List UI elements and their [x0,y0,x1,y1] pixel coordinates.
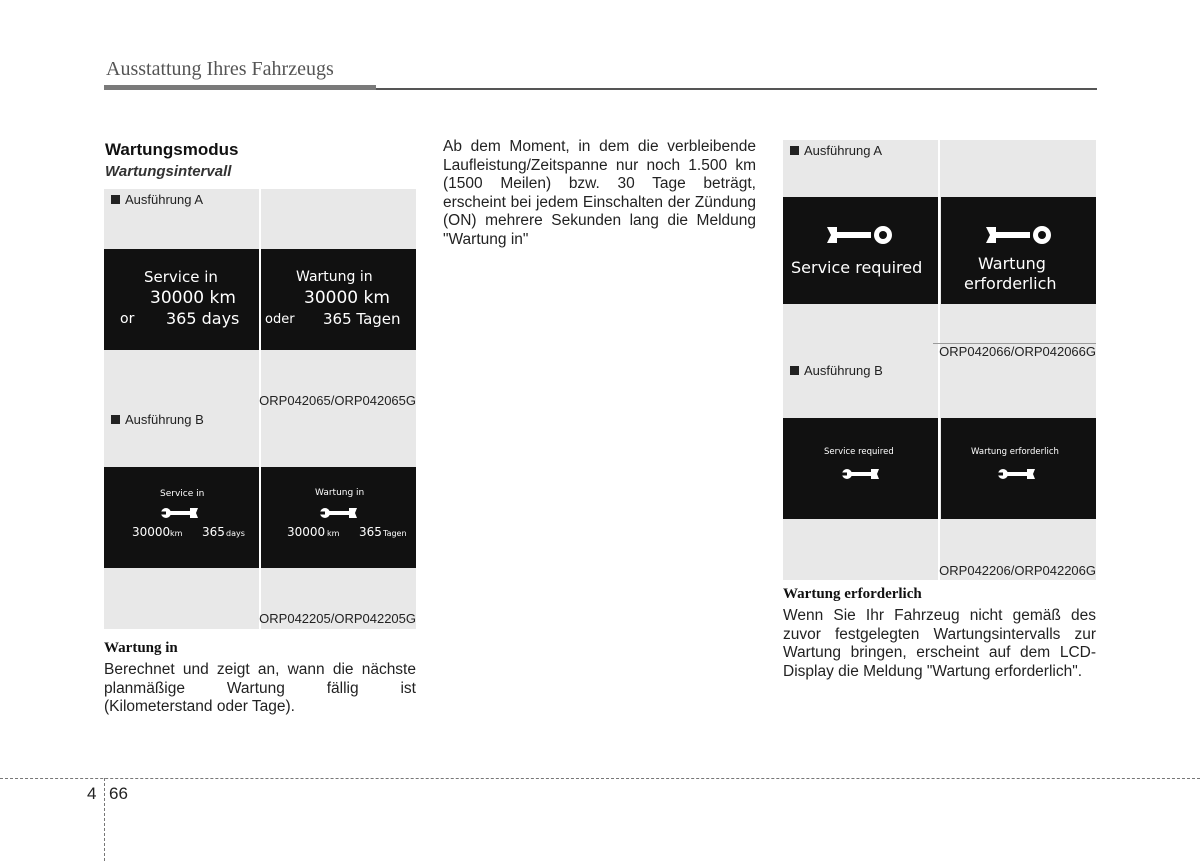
figure-code: ORP042205/ORP042205G [259,611,416,626]
wrench-icon [997,467,1037,486]
header-rule-thick [104,85,376,90]
display-days-unit: days [226,529,245,538]
variant-label: Ausführung A [790,143,882,158]
display-or: or [120,311,135,327]
display-km-unit: km [327,529,340,538]
display-km-unit: km [170,529,183,538]
wrench-icon [984,225,1054,250]
display-line1: Wartung erforderlich [971,447,1059,457]
wrench-icon [825,225,895,250]
display-screen-de [261,467,416,568]
header-rule-thin [376,88,1097,90]
bullet-square-icon [790,146,799,155]
figure-right-b [783,360,1096,580]
display-line1: Wartung [978,254,1046,273]
erforderlich-heading: Wartung erforderlich [783,586,922,602]
variant-label: Ausführung B [790,363,883,378]
section-subtitle: Wartungsintervall [105,163,232,180]
display-screen-en [104,249,259,350]
wrench-icon [160,506,200,525]
display-line2: erforderlich [964,274,1057,293]
page-number: 66 [109,784,128,803]
wrench-icon [841,467,881,486]
figure-left-a [104,189,416,409]
header-title: Ausstattung Ihres Fahrzeugs [106,58,334,80]
figure-divider [938,140,940,360]
footer-rule [0,778,1200,779]
figure-divider [938,360,940,580]
display-days: 365 days [166,309,240,328]
bullet-square-icon [111,415,120,424]
display-line1: Service required [824,447,894,457]
erforderlich-paragraph: Wenn Sie Ihr Fahrzeug nicht gemäß des zuvor festgelegten Wartungsintervalls zur Wartung bringen, erscheint auf dem LCD-Display die Meldung "Wartung erforderlich". [783,607,1096,680]
middle-paragraph: Ab dem Moment, in dem die verbleibende Laufleistung/Zeitspanne nur noch 1.500 km (1500 Meilen) bzw. 30 Tage beträgt, erscheint bei jedem Einschalten der Zündung (ON) mehrere Sekunden lang die Meldung "Wartung in" [443,138,756,248]
display-line1: Wartung in [296,269,373,285]
display-screen-de [941,418,1096,519]
display-screen-de [261,249,416,350]
display-screen-en [104,467,259,568]
display-km: 30000 [132,525,171,539]
display-line1: Service required [791,258,923,277]
display-km: 30000 [287,525,326,539]
display-screen-en [783,418,938,519]
figure-code: ORP042066/ORP042066G [939,344,1096,359]
display-line1: Service in [144,268,218,286]
display-days: 365 [202,525,225,539]
display-or: oder [265,312,295,327]
display-screen-de [941,197,1096,304]
wrench-icon [319,506,359,525]
display-line1: Service in [160,489,205,499]
section-title: Wartungsmodus [105,140,239,159]
wartung-in-heading: Wartung in [104,640,178,656]
variant-label: Ausführung A [111,192,203,207]
bullet-square-icon [790,366,799,375]
variant-label: Ausführung B [111,412,204,427]
wartung-in-paragraph: Berechnet und zeigt an, wann die nächste planmäßige Wartung fällig ist (Kilometerstand oder Tage). [104,661,416,715]
display-days: 365 Tagen [323,310,401,328]
figure-right-a [783,140,1096,360]
display-screen-en [783,197,938,304]
display-days-unit: Tagen [383,529,407,538]
footer-vertical-rule [104,778,105,861]
display-km: 30000 km [304,288,390,308]
display-days: 365 [359,525,382,539]
display-line1: Wartung in [315,488,365,498]
bullet-square-icon [111,195,120,204]
figure-code: ORP042206/ORP042206G [939,563,1096,578]
figure-left-b [104,409,416,629]
figure-code: ORP042065/ORP042065G [259,393,416,408]
chapter-number: 4 [87,784,97,803]
display-km: 30000 km [150,288,236,308]
